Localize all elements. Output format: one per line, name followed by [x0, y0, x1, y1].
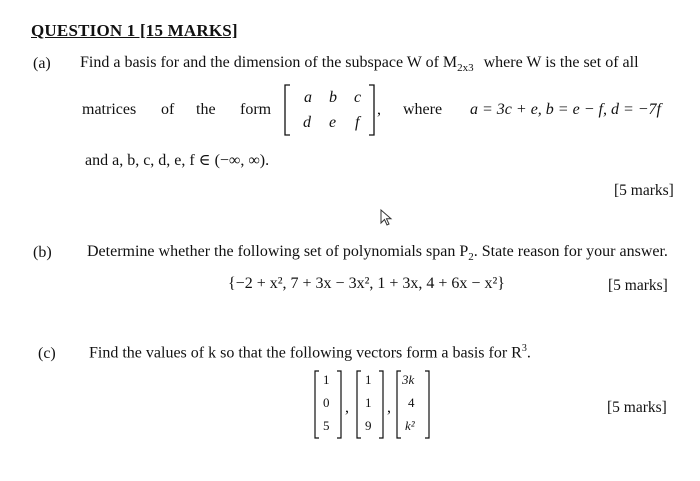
- vector-2-entry-2: 1: [365, 395, 372, 410]
- part-b-text-end: . State reason for your answer.: [473, 243, 668, 260]
- matrix-d: d: [303, 114, 311, 131]
- word-form: form: [240, 101, 272, 118]
- part-a-marks: [5 marks]: [614, 182, 674, 199]
- matrix-a: a: [304, 89, 312, 106]
- part-b-text-main: Determine whether the following set of polynomials span P: [87, 243, 469, 260]
- word-matrices: matrices: [82, 101, 137, 118]
- vector-3-entry-1: 3k: [402, 372, 415, 387]
- word-the: the: [196, 101, 216, 118]
- word-where: where: [403, 101, 443, 118]
- matrix-e: e: [329, 114, 337, 131]
- vector-3: [395, 370, 431, 440]
- vector-1: [313, 370, 343, 440]
- vector-1-entry-3: 5: [323, 418, 330, 433]
- part-a-line1-text: Find a basis for and the dimension of the subspace W of M: [80, 54, 458, 71]
- part-c-marks: [5 marks]: [607, 399, 667, 416]
- mouse-cursor-icon: [380, 209, 394, 232]
- matrix-b: b: [329, 89, 337, 106]
- part-c-text-sup: 3: [521, 343, 527, 354]
- part-c-text: [89, 343, 531, 362]
- matrix-f: f: [355, 114, 360, 131]
- part-c-label: (c): [38, 345, 56, 362]
- part-a-conditions: a = 3c + e, b = e − f, d = −7f: [470, 101, 661, 118]
- polynomial-set: {−2 + x², 7 + 3x − 3x², 1 + 3x, 4 + 6x − x²}: [228, 275, 505, 292]
- part-c-text-main: Find the values of k so that the following vectors form a basis for R: [89, 344, 522, 362]
- part-b-text: [87, 243, 668, 263]
- part-b-marks: [5 marks]: [608, 277, 668, 294]
- vector-3-entry-2: 4: [408, 395, 415, 410]
- matrix-brackets: [283, 83, 391, 137]
- vector-1-entry-2: 0: [323, 395, 330, 410]
- vector-1-entry-1: 1: [323, 372, 330, 387]
- part-c-text-end: .: [526, 344, 531, 362]
- part-a-line1-sub: 2x3: [457, 62, 474, 75]
- part-b-label: (b): [33, 244, 52, 261]
- vector-2-entry-1: 1: [365, 372, 372, 387]
- part-a-line1: [80, 54, 639, 74]
- matrix-c: c: [354, 89, 362, 106]
- word-of: of: [161, 101, 175, 118]
- part-b-text-sub: 2: [468, 251, 474, 264]
- vector-3-entry-3: k²: [405, 418, 415, 433]
- part-a-line3: and a, b, c, d, e, f ∈ (−∞, ∞).: [85, 152, 270, 169]
- vector-2: [355, 370, 385, 440]
- question-heading: QUESTION 1 [15 MARKS]: [31, 21, 238, 40]
- matrix-form: a b c d e f ,: [283, 83, 391, 137]
- vector-2-entry-3: 9: [365, 418, 372, 433]
- part-a-label: (a): [33, 55, 51, 72]
- part-a-line1-end: where W is the set of all: [483, 54, 639, 71]
